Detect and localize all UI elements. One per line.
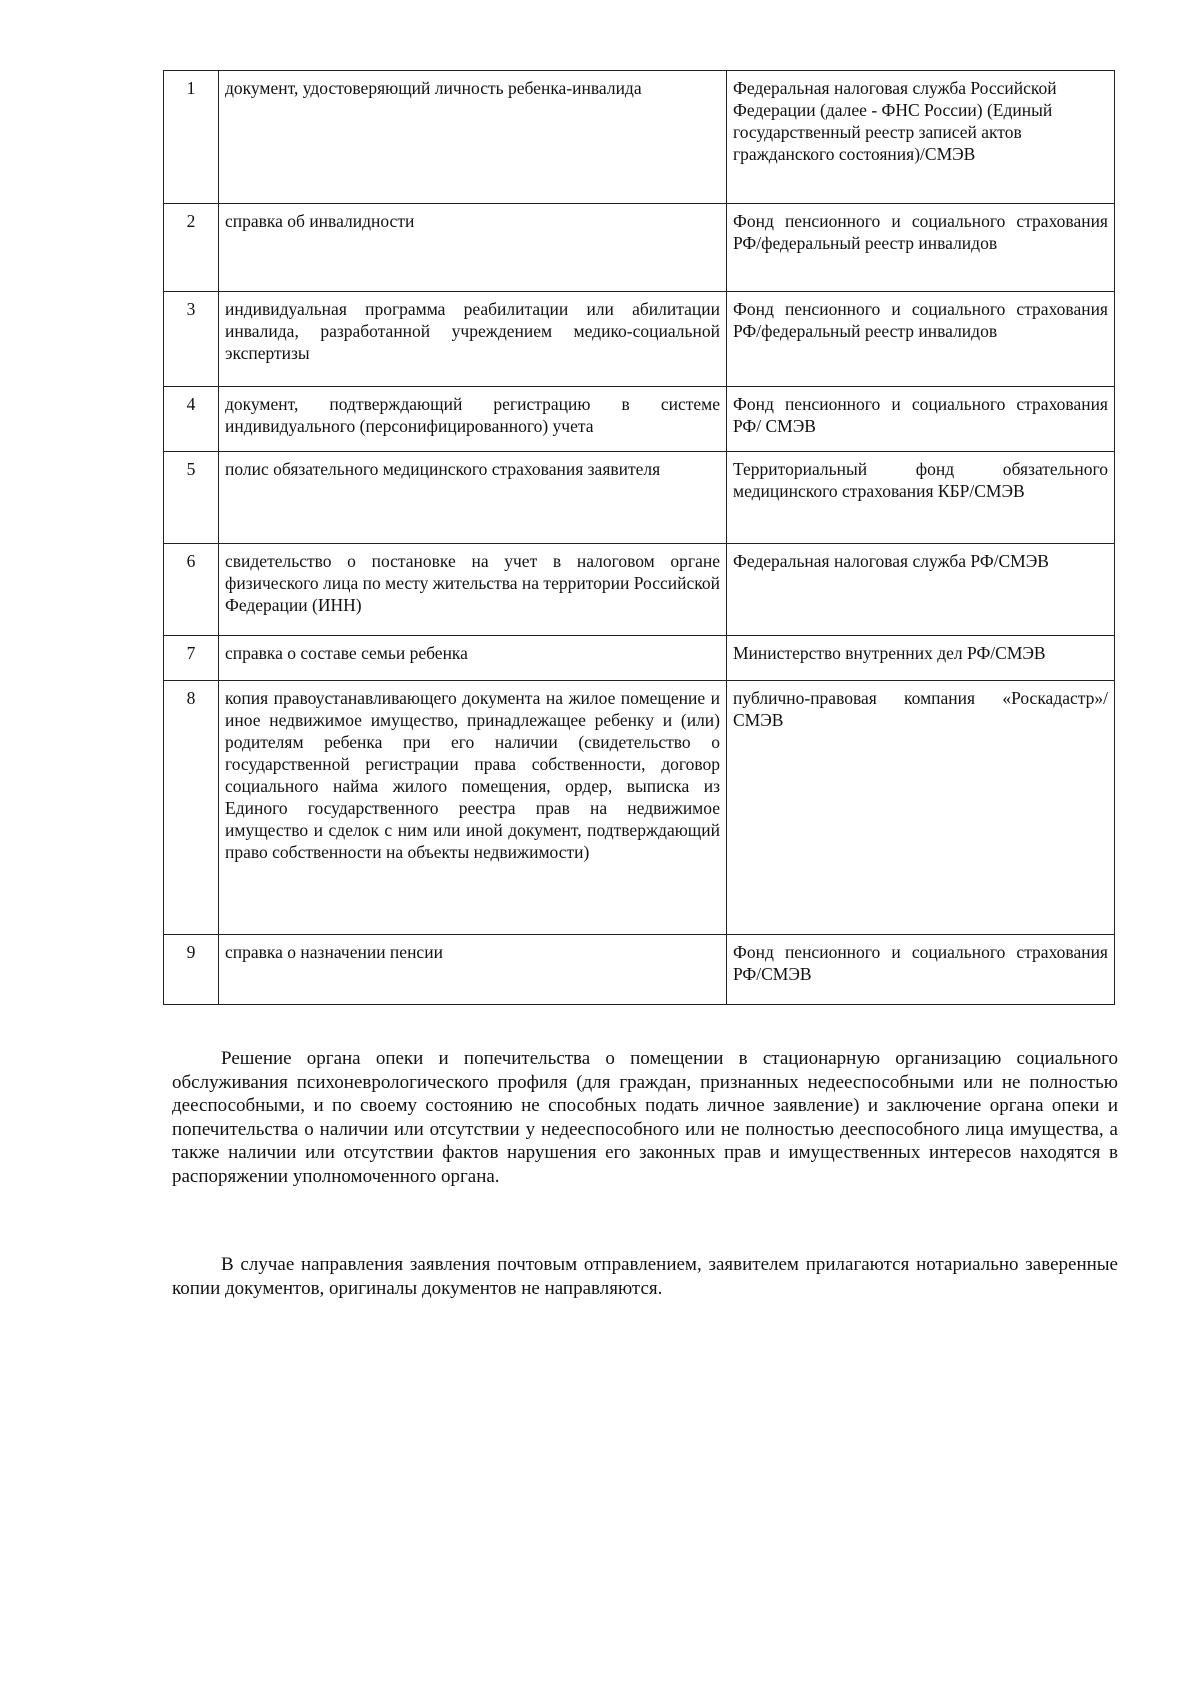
- paragraph-guardianship-decision: Решение органа опеки и попечительства о помещении в стационарную организацию социального обслуживания психоневрологического профиля (для граждан, признанных недееспособными или не полностью дееспособными, и по своему состоянию не способных подать личное заявление) и заключение органа опеки и попечительства о наличии или отсутствии у недееспособного или не полностью дееспособного лица имущества, а также наличии или отсутствии фактов нарушения его законных прав и имущественных интересов находятся в распоряжении уполномоченного органа.: [172, 1048, 1118, 1187]
- source-cell: Министерство внутренних дел РФ/СМЭВ: [727, 636, 1115, 681]
- table-row: [164, 292, 1115, 387]
- table-row: [164, 452, 1115, 544]
- documents-table: [163, 70, 1115, 1005]
- document-cell: индивидуальная программа реабилитации или абилитации инвалида, разработанной учреждением медико-социальной экспертизы: [219, 292, 727, 387]
- document-cell: свидетельство о постановке на учет в налоговом органе физического лица по месту жительства на территории Российской Федерации (ИНН): [219, 544, 727, 636]
- source-cell: Территориальный фонд обязательного медицинского страхования КБР/СМЭВ: [727, 452, 1115, 544]
- document-cell: справка о назначении пенсии: [219, 935, 727, 1005]
- source-cell: Фонд пенсионного и социального страхования РФ/федеральный реестр инвалидов: [727, 292, 1115, 387]
- source-cell: Фонд пенсионного и социального страхования РФ/ СМЭВ: [727, 387, 1115, 452]
- row-number: 6: [164, 544, 219, 636]
- source-cell: Фонд пенсионного и социального страхования РФ/федеральный реестр инвалидов: [727, 204, 1115, 292]
- source-cell: Фонд пенсионного и социального страхования РФ/СМЭВ: [727, 935, 1115, 1005]
- table-row: [164, 544, 1115, 636]
- document-cell: документ, подтверждающий регистрацию в системе индивидуального (персонифицированного) учета: [219, 387, 727, 452]
- paragraph-postal-submission: В случае направления заявления почтовым отправлением, заявителем прилагаются нотариально заверенные копии документов, оригиналы документов не направляются.: [172, 1254, 1118, 1299]
- table-row: [164, 636, 1115, 681]
- table-row: [164, 71, 1115, 204]
- table-row: [164, 681, 1115, 935]
- source-cell: Федеральная налоговая служба РФ/СМЭВ: [727, 544, 1115, 636]
- document-cell: документ, удостоверяющий личность ребенка-инвалида: [219, 71, 727, 204]
- source-cell: Федеральная налоговая служба Российской Федерации (далее - ФНС России) (Единый государственный реестр записей актов гражданского состояния)/СМЭВ: [727, 71, 1115, 204]
- document-cell: справка об инвалидности: [219, 204, 727, 292]
- row-number: 2: [164, 204, 219, 292]
- table-row: [164, 204, 1115, 292]
- row-number: 7: [164, 636, 219, 681]
- row-number: 1: [164, 71, 219, 204]
- row-number: 3: [164, 292, 219, 387]
- document-cell: справка о составе семьи ребенка: [219, 636, 727, 681]
- table-row: [164, 387, 1115, 452]
- row-number: 4: [164, 387, 219, 452]
- row-number: 5: [164, 452, 219, 544]
- source-cell: публично-правовая компания «Роскадастр»/СМЭВ: [727, 681, 1115, 935]
- table-row: [164, 935, 1115, 1005]
- document-cell: копия правоустанавливающего документа на жилое помещение и иное недвижимое имущество, принадлежащее ребенку и (или) родителям ребенка при его наличии (свидетельство о государственной регистрации права собственности, договор социального найма жилого помещения, ордер, выписка из Единого государственного реестра прав на недвижимое имущество и сделок с ним или иной документ, подтверждающий право собственности на объекты недвижимости): [219, 681, 727, 935]
- row-number: 8: [164, 681, 219, 935]
- document-cell: полис обязательного медицинского страхования заявителя: [219, 452, 727, 544]
- row-number: 9: [164, 935, 219, 1005]
